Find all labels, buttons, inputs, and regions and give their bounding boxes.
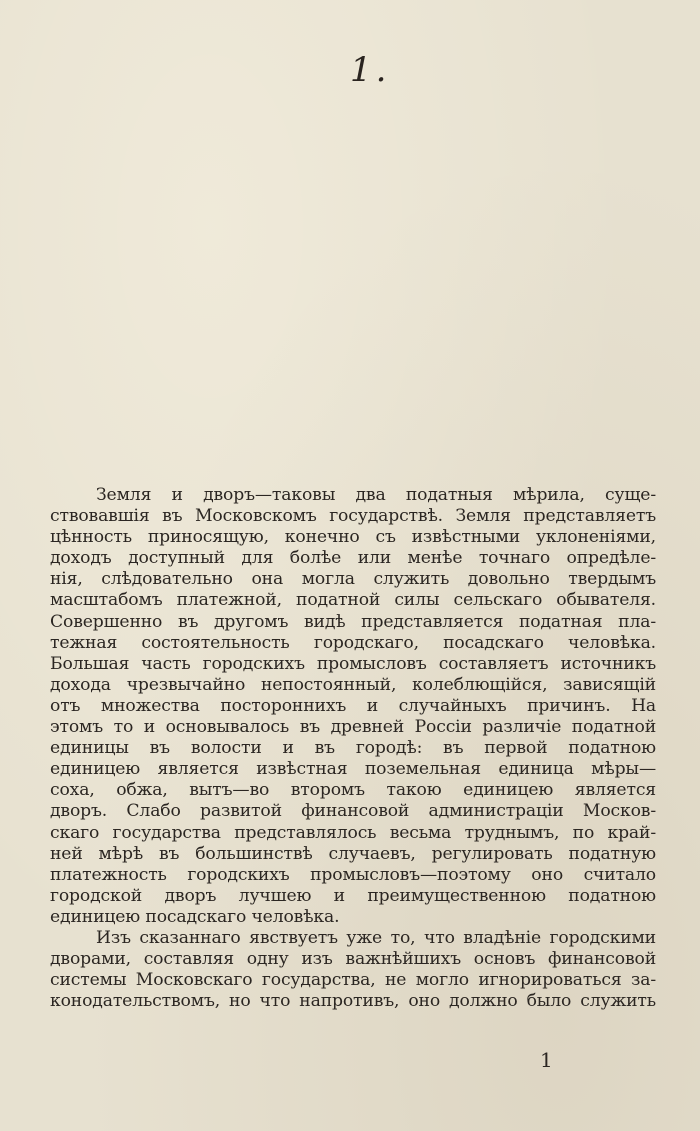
text-line: Изъ сказаннаго явствуетъ уже то, что владѣніе городскими <box>96 927 656 948</box>
page-number: 1 <box>540 1048 553 1072</box>
text-line: ней мѣрѣ въ большинствѣ случаевъ, регулировать податную <box>50 843 656 864</box>
text-line: цѣнность приносящую, конечно съ извѣстными уклоненіями, <box>50 527 656 548</box>
text-line: доходъ доступный для болѣе или менѣе точнаго опредѣле- <box>50 548 656 569</box>
text-line: дворами, составляя одну изъ важнѣйшихъ основъ финансовой <box>50 949 656 970</box>
text-line: этомъ то и основывалось въ древней Россіи различіе податной <box>50 717 656 738</box>
text-line: Совершенно въ другомъ видѣ представляется податная пла- <box>50 611 656 632</box>
text-line: соха, обжа, вытъ—во второмъ такою единицею является <box>50 780 656 801</box>
text-line: единицы въ волости и въ городѣ: въ первой податною <box>50 738 656 759</box>
text-line: дворъ. Слабо развитой финансовой администраціи Москов- <box>50 801 656 822</box>
text-line: масштабомъ платежной, податной силы сельскаго обывателя. <box>50 590 656 611</box>
text-line: отъ множества постороннихъ и случайныхъ причинъ. На <box>50 695 656 716</box>
handwritten-page-mark: 1. <box>350 50 391 90</box>
text-line: нія, слѣдовательно она могла служить довольно твердымъ <box>50 569 656 590</box>
text-line: дохода чрезвычайно непостоянный, колеблющійся, зависящій <box>50 674 656 695</box>
text-line: скаго государства представлялось весьма труднымъ, по край- <box>50 822 656 843</box>
body-text <box>50 485 656 1012</box>
text-line: городской дворъ лучшею и преимущественною податною <box>50 885 656 906</box>
text-line: единицею посадскаго человѣка. <box>50 906 340 927</box>
text-line: единицею является извѣстная поземельная единица мѣры— <box>50 759 656 780</box>
text-line: конодательствомъ, но что напротивъ, оно должно было служить <box>50 991 656 1012</box>
text-line: Большая часть городскихъ промысловъ составляетъ источникъ <box>50 653 656 674</box>
text-line: системы Московскаго государства, не могло игнорироваться за- <box>50 970 656 991</box>
text-line: Земля и дворъ—таковы два податныя мѣрила, суще- <box>96 485 656 505</box>
text-line: тежная состоятельность городскаго, посадскаго человѣка. <box>50 632 656 653</box>
text-line: платежность городскихъ промысловъ—поэтому оно считало <box>50 864 656 885</box>
text-line: ствовавшія въ Московскомъ государствѣ. Земля представляетъ <box>50 506 656 527</box>
